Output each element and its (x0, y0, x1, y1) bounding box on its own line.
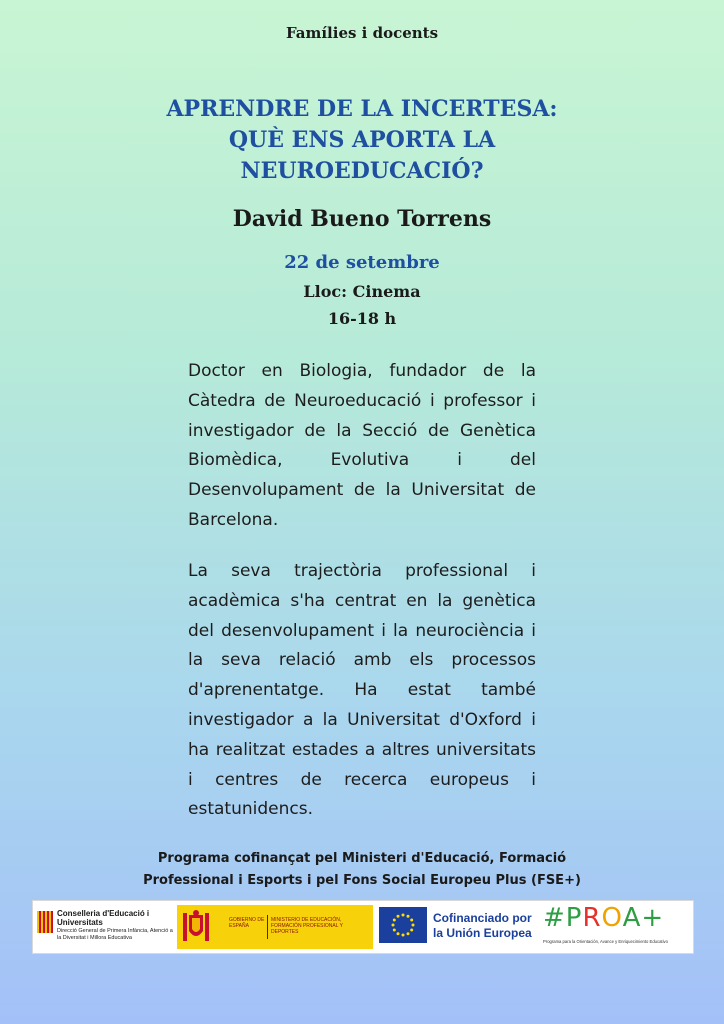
conselleria-subtitle: Direcció General de Primera Infància, Atenció a la Diversitat i Millora Educativa (57, 928, 173, 941)
funding-note: Programa cofinançat pel Ministeri d'Educació, Formació Professional i Esports i pel Fons Social Europeu Plus (FSE+) (143, 851, 581, 888)
ministerio-logo (177, 905, 373, 949)
bio-paragraph-2: La seva trajectòria professional i acadèmica s'ha centrat en la genètica del desenvolupament i la neurociència i la seva relació amb els processos d'aprenentatge. Ha estat també investigador a la Universitat d'Oxford i ha realitzat estades a altres universitats i centres de recerca europeus i estatunidencs. (188, 561, 536, 820)
spain-coat-of-arms-icon (181, 909, 211, 945)
event-title (150, 94, 574, 187)
eu-logo (377, 905, 539, 949)
title-line-2: QUÈ ENS APORTA LA (228, 127, 496, 153)
event-time: 16-18 h (327, 309, 397, 328)
event-place: Lloc: Cinema (303, 282, 421, 301)
title-line-3: NEUROEDUCACIÓ? (240, 158, 484, 184)
event-date: 22 de setembre (284, 252, 440, 273)
proa-subtitle: Programa para la Orientación, Avance y Enriquecimiento Educativo (543, 939, 668, 944)
title-line-1: APRENDRE DE LA INCERTESA: (166, 96, 558, 122)
ministerio-label: MINISTERIO DE EDUCACIÓN, FORMACIÓN PROFESIONAL Y DEPORTES (271, 917, 343, 935)
proa-plus-logo (541, 905, 691, 949)
bio-paragraph-1: Doctor en Biologia, fundador de la Càtedra de Neuroeducació i professor i investigador de la Secció de Genètica Biomèdica, Evolutiva i del Desenvolupament de la Universitat de Barcelona. (188, 361, 536, 530)
conselleria-logo (35, 905, 173, 949)
speaker-name: David Bueno Torrens (232, 206, 492, 232)
eu-flag-icon (379, 907, 427, 943)
audience-label: Famílies i docents (285, 24, 439, 42)
eu-cofinancing-label: Cofinanciado por la Unión Europea (433, 911, 532, 940)
gobierno-label: GOBIERNO DE ESPAÑA (229, 917, 265, 929)
ministerio-divider (267, 915, 268, 939)
proa-wordmark: #PROA+ (543, 903, 665, 933)
conselleria-name: Conselleria d'Educació i Universitats (57, 909, 150, 927)
sponsor-logos-bar (32, 900, 694, 954)
balearic-coat-of-arms-icon (37, 911, 53, 933)
